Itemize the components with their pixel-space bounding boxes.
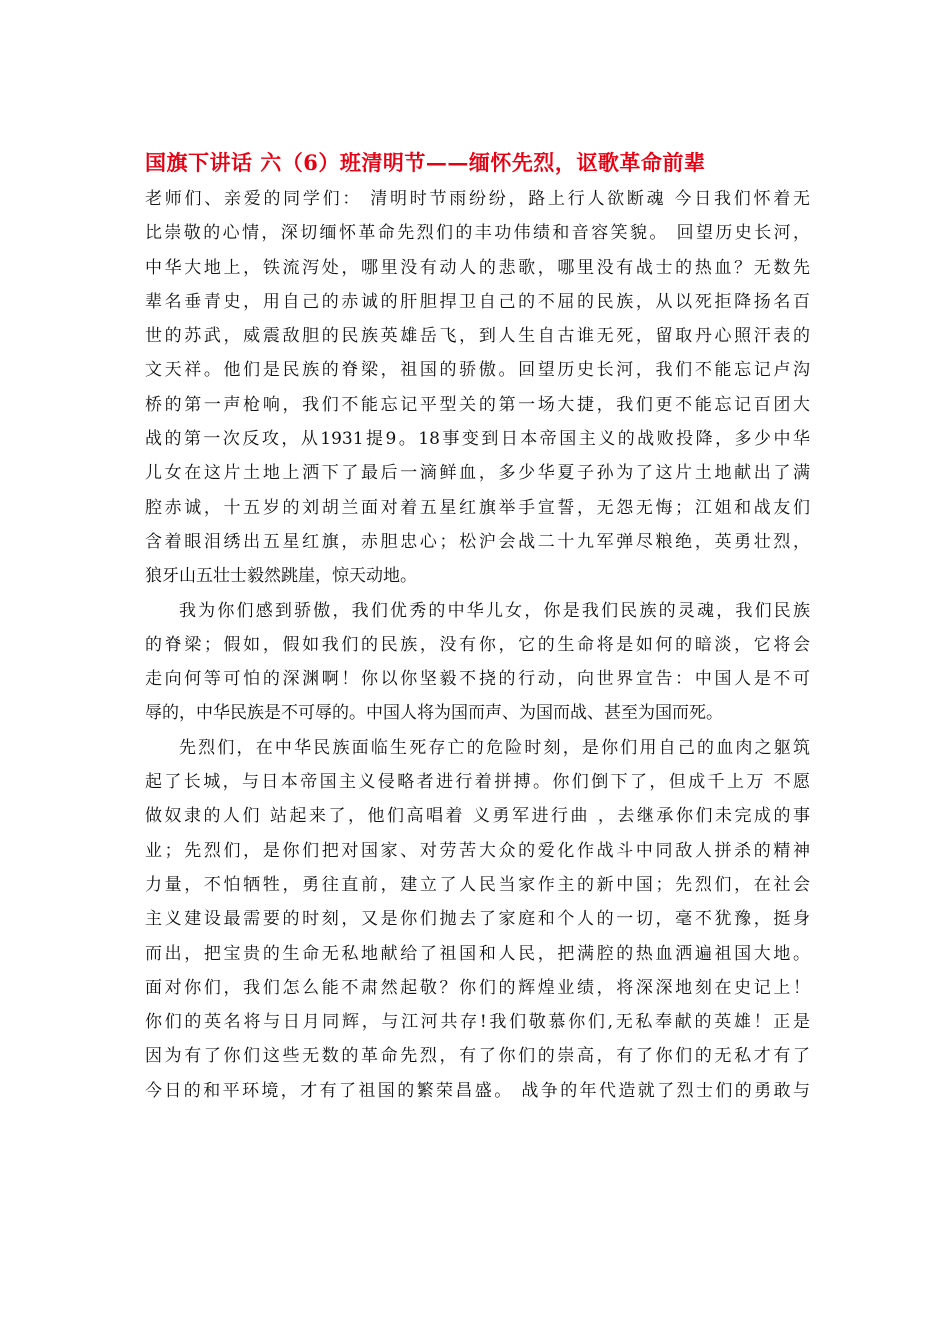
text-line: 我为你们感到骄傲，我们优秀的中华儿女，你是我们民族的灵魂，我们民族	[179, 600, 810, 621]
text-line: 战的第一次反攻，从1931提9。18事变到日本帝国主义的战败投降，多少中华	[145, 429, 810, 450]
text-line: 儿女在这片土地上洒下了最后一滴鲜血，多少华夏子孙为了这片土地献出了满	[145, 463, 810, 484]
text-line: 辈名垂青史，用自己的赤诚的肝胆捍卫自己的不屈的民族，从以死拒降扬名百	[145, 291, 810, 312]
text-line: 做奴隶的人们 站起来了，他们高唱着 义勇军进行曲 ，去继承你们未完成的事	[145, 806, 810, 827]
text-line: 力量，不怕牺牲，勇往直前，建立了人民当家作主的新中国；先烈们，在社会	[145, 874, 810, 895]
text-line: 腔赤诚，十五岁的刘胡兰面对着五星红旗举手宣誓，无怨无悔；江姐和战友们	[145, 497, 810, 518]
text-line: 含着眼泪绣出五星红旗，赤胆忠心；松沪会战二十九军弹尽粮绝，英勇壮烈，	[145, 531, 810, 552]
text-line: 的脊梁；假如，假如我们的民族，没有你，它的生命将是如何的暗淡，它将会	[145, 634, 810, 655]
text-line: 辱的，中华民族是不可辱的。中国人将为国而声、为国而战、甚至为国而死。	[145, 703, 723, 724]
text-line: 狼牙山五壮士毅然跳崖，惊天动地。	[145, 566, 417, 587]
text-line: 今日的和平环境，才有了祖国的繁荣昌盛。 战争的年代造就了烈士们的勇敢与	[145, 1080, 810, 1101]
text-line: 桥的第一声枪响，我们不能忘记平型关的第一场大捷，我们更不能忘记百团大	[145, 394, 810, 415]
paragraph-3	[145, 731, 810, 1108]
text-line: 你们的英名将与日月同辉，与江河共存!我们敬慕你们,无私奉献的英雄！正是	[145, 1012, 810, 1033]
text-line: 世的苏武，威震敌胆的民族英雄岳飞，到人生自古谁无死，留取丹心照汗表的	[145, 326, 810, 347]
document-page	[145, 148, 810, 1108]
paragraph-1	[145, 182, 810, 594]
text-line: 文天祥。他们是民族的脊梁，祖国的骄傲。回望历史长河，我们不能忘记卢沟	[145, 360, 810, 381]
text-line: 先烈们，在中华民族面临生死存亡的危险时刻，是你们用自己的血肉之躯筑	[179, 737, 810, 758]
paragraph-2	[145, 594, 810, 731]
text-line: 走向何等可怕的深渊啊！你以你坚毅不挠的行动，向世界宣告：中国人是不可	[145, 669, 810, 690]
text-line: 老师们、亲爱的同学们： 清明时节雨纷纷，路上行人欲断魂 今日我们怀着无	[145, 189, 810, 209]
text-line: 比崇敬的心情，深切缅怀革命先烈们的丰功伟绩和音容笑貌。 回望历史长河，	[145, 223, 810, 244]
text-line: 中华大地上，铁流泻处，哪里没有动人的悲歌，哪里没有战士的热血？无数先	[145, 257, 810, 278]
text-line: 面对你们，我们怎么能不肃然起敬？你们的辉煌业绩，将深深地刻在史记上！	[145, 977, 810, 998]
text-line: 业；先烈们，是你们把对国家、对劳苦大众的爱化作战斗中同敌人拼杀的精神	[145, 840, 810, 861]
text-line: 而出，把宝贵的生命无私地献给了祖国和人民，把满腔的热血洒遍祖国大地。	[145, 943, 810, 964]
text-line: 因为有了你们这些无数的革命先烈，有了你们的崇高，有了你们的无私才有了	[145, 1046, 810, 1067]
document-title: 国旗下讲话 六（6）班清明节——缅怀先烈，讴歌革命前辈	[145, 150, 706, 175]
text-line: 主义建设最需要的时刻，又是你们抛去了家庭和个人的一切，毫不犹豫，挺身	[145, 909, 810, 930]
text-line: 起了长城，与日本帝国主义侵略者进行着拼搏。你们倒下了，但成千上万 不愿	[145, 772, 810, 793]
